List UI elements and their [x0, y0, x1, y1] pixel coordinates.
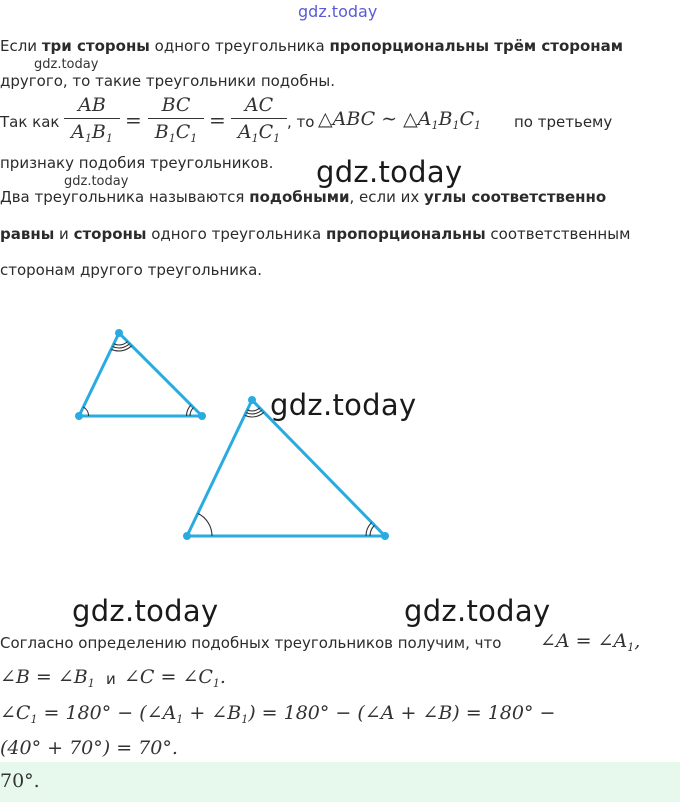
fraction-numerator: AC	[244, 94, 274, 116]
solution-line1-math: ∠A = $\angle A_1$,	[540, 630, 641, 654]
fraction-numerator: BC	[161, 94, 191, 116]
text: одного треугольника	[149, 37, 330, 55]
large-triangle	[187, 400, 385, 536]
paragraph2-suffix: по третьему	[514, 113, 613, 131]
paragraph3-line1: Два треугольника называются подобными, если их углы соответственно	[0, 188, 607, 206]
equals-sign: =	[125, 108, 142, 132]
similarity-statement: △ABC ∼ $\triangle A_1B_1C_1$	[318, 108, 482, 132]
watermark-top: gdz.today	[298, 2, 378, 21]
fraction-numerator: AB	[78, 94, 106, 116]
watermark-large-3: gdz.today	[72, 594, 219, 628]
large-triangle-vertices	[183, 396, 389, 540]
answer-value: 70°.	[0, 770, 40, 792]
watermark-large-1: gdz.today	[316, 155, 463, 189]
solution-line2-and: и	[106, 670, 116, 688]
paragraph3-line3: сторонам другого треугольника.	[0, 261, 263, 279]
fraction-denominator: $B_1C_1$	[154, 121, 198, 145]
bold-text: три стороны	[41, 37, 150, 55]
bold-text: пропорциональны трём сторонам	[329, 37, 624, 55]
watermark-small-2: gdz.today	[64, 174, 129, 189]
small-triangle-vertices	[75, 329, 206, 420]
solution-line3-math: $\angle C_1 = 180^\circ$ − ($\angle A_1$ + $\angle B_1) = 180^\circ$ − (∠A + ∠B) = 180° −	[0, 702, 556, 726]
equals-sign: =	[209, 108, 226, 132]
text: Если	[0, 37, 42, 55]
small-triangle	[79, 333, 202, 416]
paragraph2-line2: признаку подобия треугольников.	[0, 154, 274, 172]
watermark-large-2: gdz.today	[270, 388, 417, 422]
solution-line4-math: (40° + 70°) = 70°.	[0, 737, 178, 759]
solution-line1: Согласно определению подобных треугольников получим, что	[0, 634, 502, 652]
fraction-denominator: $A_1B_1$	[71, 121, 113, 145]
watermark-small-1: gdz.today	[34, 57, 99, 72]
large-triangle-angle-marks	[198, 408, 375, 536]
paragraph2-prefix: Так как	[0, 113, 60, 131]
solution-line2-math-b: ∠C = $\angle C_1$.	[124, 666, 226, 690]
answer-box	[0, 762, 680, 802]
paragraph2-comma-to: , то	[287, 113, 315, 131]
solution-line2-math-a: ∠B = $\angle B_1$	[0, 666, 95, 690]
watermark-large-4: gdz.today	[404, 594, 551, 628]
fraction-denominator: $A_1C_1$	[237, 121, 281, 145]
paragraph1-line2: другого, то такие треугольники подобны.	[0, 72, 336, 90]
paragraph3-line2: равны и стороны одного треугольника пропорциональны соответственным	[0, 225, 631, 243]
